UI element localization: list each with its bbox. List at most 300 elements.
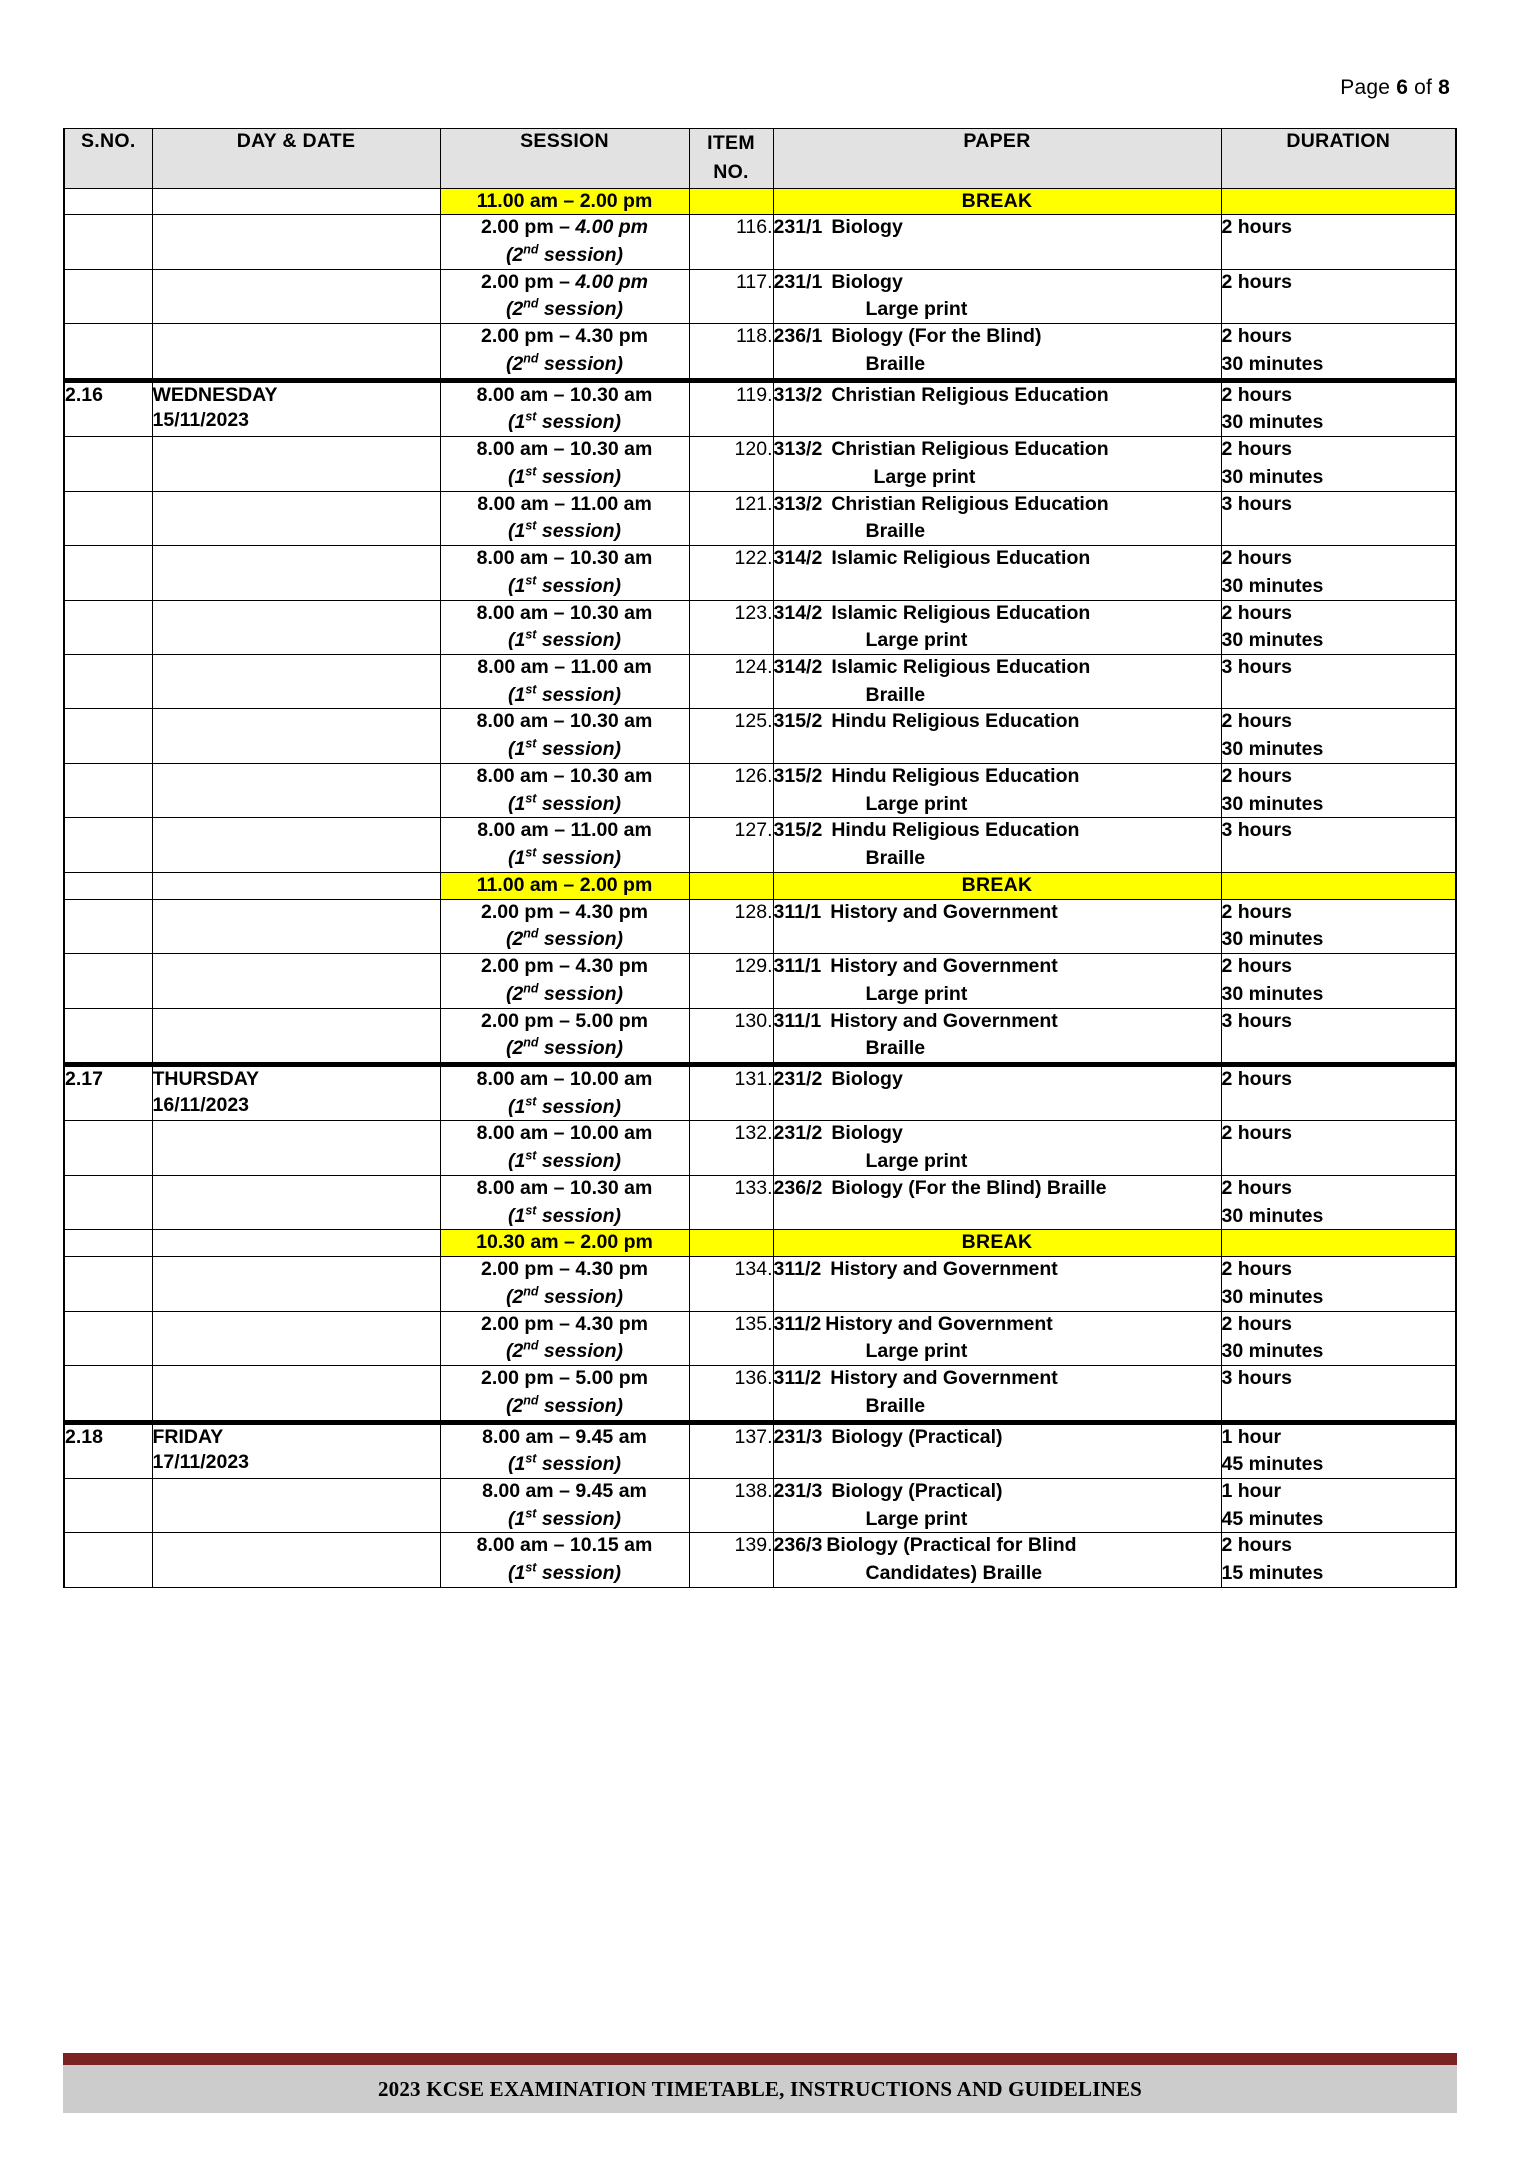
day-cell — [152, 654, 440, 708]
item-number-cell: 137. — [689, 1422, 773, 1478]
item-number-cell: 136. — [689, 1366, 773, 1422]
sno-cell: 2.17 — [64, 1065, 152, 1121]
duration-line2: 30 minutes — [1221, 629, 1324, 652]
session-ordinal: (2nd session) — [505, 351, 624, 375]
duration-line1: 2 hours — [1221, 547, 1292, 570]
duration-cell — [1221, 324, 1456, 380]
paper-code: 314/2 — [773, 547, 823, 570]
page-of-label: of — [1414, 76, 1433, 99]
paper-code: 236/2 — [773, 1176, 823, 1199]
duration-line1: 2 hours — [1221, 601, 1292, 624]
paper-subline: Large print — [865, 1340, 968, 1363]
break-duration-cell — [1221, 1230, 1456, 1257]
session-cell: 2.00 pm – 5.00 pm (2nd session) — [440, 1008, 689, 1064]
table-row — [64, 899, 1456, 953]
item-number-cell: 118. — [689, 324, 773, 380]
duration-cell — [1221, 1257, 1456, 1311]
paper-cell — [773, 1422, 1221, 1478]
day-cell — [152, 1230, 440, 1257]
break-duration-cell — [1221, 872, 1456, 899]
table-row — [64, 763, 1456, 817]
paper-code: 315/2 — [773, 819, 823, 842]
table-row — [64, 491, 1456, 545]
session-ordinal: (2nd session) — [505, 1338, 624, 1363]
table-row — [64, 1479, 1456, 1533]
duration-line2: 30 minutes — [1221, 792, 1324, 815]
duration-cell — [1221, 600, 1456, 654]
table-row — [64, 1257, 1456, 1311]
session-ordinal: (1st session) — [508, 845, 621, 870]
paper-subline: Large print — [873, 465, 976, 488]
session-ordinal: (1st session) — [508, 1560, 621, 1585]
paper-cell — [773, 437, 1221, 491]
footer-accent-bar — [63, 2053, 1457, 2065]
session-cell: 8.00 am – 10.30 am (1st session) — [440, 763, 689, 817]
table-row — [64, 1422, 1456, 1478]
item-number-cell: 124. — [689, 654, 773, 708]
paper-cell — [773, 1311, 1221, 1365]
duration-cell — [1221, 899, 1456, 953]
paper-code: 313/2 — [773, 438, 823, 461]
paper-code: 231/3 — [773, 1480, 823, 1503]
page-number-header — [1340, 76, 1450, 100]
break-row — [64, 1230, 1456, 1257]
duration-line1: 3 hours — [1221, 1009, 1292, 1032]
paper-subline: Large print — [865, 982, 968, 1005]
exam-timetable — [63, 128, 1457, 1588]
paper-name: History and Government — [830, 900, 1058, 923]
duration-line1: 2 hours — [1221, 383, 1292, 406]
paper-cell — [773, 1533, 1221, 1587]
paper-cell — [773, 1008, 1221, 1064]
sno-cell — [64, 1121, 152, 1175]
page-total: 8 — [1438, 76, 1450, 99]
day-cell — [152, 954, 440, 1008]
paper-subline: Large print — [865, 1507, 968, 1530]
duration-cell — [1221, 1366, 1456, 1422]
day-cell — [152, 600, 440, 654]
session-ordinal: (1st session) — [508, 573, 621, 597]
session-ordinal: (1st session) — [508, 1451, 621, 1476]
session-cell: 2.00 pm – 4.00 pm (2nd session) — [440, 269, 689, 323]
duration-line2: 45 minutes — [1221, 1507, 1324, 1530]
day-cell — [152, 899, 440, 953]
day-cell — [152, 188, 440, 215]
break-row — [64, 188, 1456, 215]
paper-cell — [773, 324, 1221, 380]
duration-line2: 30 minutes — [1221, 465, 1324, 488]
column-header-item-line1: ITEM — [707, 132, 755, 154]
day-cell — [152, 491, 440, 545]
column-header-paper: PAPER — [773, 129, 1221, 189]
duration-line2: 30 minutes — [1221, 411, 1324, 434]
day-cell — [152, 1257, 440, 1311]
day-cell — [152, 1311, 440, 1365]
table-row — [64, 600, 1456, 654]
table-row — [64, 269, 1456, 323]
sno-cell — [64, 1533, 152, 1587]
duration-line2: 45 minutes — [1221, 1453, 1324, 1476]
day-cell — [152, 1533, 440, 1587]
table-row — [64, 380, 1456, 436]
duration-line1: 2 hours — [1221, 270, 1292, 293]
footer-title-band — [63, 2065, 1457, 2113]
item-number-cell: 130. — [689, 1008, 773, 1064]
sno-cell — [64, 324, 152, 380]
sno-cell — [64, 763, 152, 817]
paper-name: Christian Religious Education — [831, 438, 1109, 461]
paper-cell — [773, 1121, 1221, 1175]
session-ordinal: (1st session) — [508, 1148, 621, 1173]
paper-cell — [773, 1257, 1221, 1311]
item-number-cell: 132. — [689, 1121, 773, 1175]
paper-code: 313/2 — [773, 383, 823, 406]
duration-line1: 1 hour — [1221, 1480, 1282, 1503]
duration-cell — [1221, 818, 1456, 872]
duration-line1: 2 hours — [1221, 216, 1292, 239]
duration-line1: 2 hours — [1221, 710, 1292, 733]
paper-cell — [773, 899, 1221, 953]
sno-cell — [64, 1366, 152, 1422]
sno-cell — [64, 600, 152, 654]
paper-code: 311/2 — [773, 1258, 822, 1281]
break-session-time: 10.30 am – 2.00 pm — [440, 1230, 689, 1257]
duration-cell — [1221, 654, 1456, 708]
day-cell: THURSDAY 16/11/2023 — [152, 1065, 440, 1121]
item-number-cell: 139. — [689, 1533, 773, 1587]
item-number-cell: 120. — [689, 437, 773, 491]
duration-line1: 2 hours — [1221, 1068, 1292, 1090]
session-cell: 8.00 am – 11.00 am (1st session) — [440, 654, 689, 708]
duration-cell — [1221, 1008, 1456, 1064]
paper-code: 311/1 — [773, 1009, 822, 1032]
paper-subline: Braille — [865, 683, 926, 706]
paper-name: Hindu Religious Education — [831, 710, 1080, 733]
paper-name: Hindu Religious Education — [831, 764, 1080, 787]
session-cell: 8.00 am – 10.30 am (1st session) — [440, 709, 689, 763]
session-cell: 8.00 am – 11.00 am (1st session) — [440, 818, 689, 872]
day-cell: WEDNESDAY 15/11/2023 — [152, 380, 440, 436]
column-header-item-line2: NO. — [713, 161, 749, 184]
duration-cell — [1221, 546, 1456, 600]
paper-code: 311/2 — [773, 1367, 822, 1390]
table-row — [64, 437, 1456, 491]
duration-cell — [1221, 954, 1456, 1008]
session-ordinal: (1st session) — [508, 682, 621, 706]
paper-cell — [773, 709, 1221, 763]
session-cell: 8.00 am – 10.30 am (1st session) — [440, 437, 689, 491]
session-ordinal: (2nd session) — [505, 296, 624, 321]
sno-cell — [64, 899, 152, 953]
page-current: 6 — [1396, 76, 1409, 99]
paper-name: Biology (For the Blind) — [831, 325, 1042, 348]
column-header-sno: S.NO. — [64, 129, 152, 189]
duration-line1: 2 hours — [1221, 764, 1292, 787]
paper-name: Biology — [831, 1122, 903, 1145]
duration-cell — [1221, 709, 1456, 763]
sno-cell — [64, 1479, 152, 1533]
day-cell — [152, 1366, 440, 1422]
table-row — [64, 1175, 1456, 1229]
paper-name: History and Government — [830, 1258, 1058, 1281]
paper-name: Islamic Religious Education — [831, 655, 1091, 678]
paper-cell — [773, 1366, 1221, 1422]
session-cell: 2.00 pm – 4.30 pm (2nd session) — [440, 899, 689, 953]
paper-code: 315/2 — [773, 764, 823, 787]
duration-line1: 2 hours — [1221, 1176, 1292, 1199]
paper-code: 311/1 — [773, 900, 822, 923]
session-ordinal: (1st session) — [508, 736, 621, 761]
item-number-cell: 135. — [689, 1311, 773, 1365]
paper-subline: Large print — [865, 1150, 968, 1173]
sno-cell — [64, 546, 152, 600]
paper-code: 315/2 — [773, 710, 823, 733]
paper-code: 314/2 — [773, 655, 823, 678]
duration-cell — [1221, 491, 1456, 545]
break-label: BREAK — [773, 188, 1221, 215]
timetable-body — [64, 188, 1456, 1587]
paper-name: Christian Religious Education — [831, 383, 1109, 406]
table-row — [64, 1311, 1456, 1365]
paper-name: Biology — [831, 216, 903, 239]
day-cell — [152, 1175, 440, 1229]
duration-line2: 30 minutes — [1221, 982, 1324, 1005]
sno-cell — [64, 709, 152, 763]
paper-code: 231/2 — [773, 1068, 823, 1090]
session-ordinal: (1st session) — [508, 627, 621, 652]
sno-cell — [64, 1008, 152, 1064]
item-number-cell: 121. — [689, 491, 773, 545]
table-row — [64, 1366, 1456, 1422]
table-header-row — [64, 129, 1456, 189]
paper-name: History and Government — [830, 1009, 1058, 1032]
day-cell — [152, 1008, 440, 1064]
duration-cell — [1221, 1175, 1456, 1229]
paper-cell — [773, 818, 1221, 872]
session-ordinal: (1st session) — [508, 518, 621, 543]
item-number-cell: 138. — [689, 1479, 773, 1533]
day-cell — [152, 872, 440, 899]
session-ordinal: (2nd session) — [505, 1393, 624, 1417]
paper-cell — [773, 654, 1221, 708]
duration-line1: 2 hours — [1221, 1258, 1292, 1281]
duration-line1: 2 hours — [1221, 1312, 1292, 1335]
duration-line1: 3 hours — [1221, 1367, 1292, 1390]
sno-cell — [64, 1175, 152, 1229]
session-cell: 2.00 pm – 4.30 pm (2nd session) — [440, 1257, 689, 1311]
sno-cell — [64, 1230, 152, 1257]
item-number-cell: 134. — [689, 1257, 773, 1311]
paper-name: Islamic Religious Education — [831, 601, 1091, 624]
paper-subline: Large print — [865, 298, 968, 321]
break-label: BREAK — [773, 1230, 1221, 1257]
day-cell — [152, 709, 440, 763]
session-ordinal: (1st session) — [508, 1203, 621, 1227]
duration-line1: 2 hours — [1221, 438, 1292, 461]
duration-cell — [1221, 763, 1456, 817]
duration-line2: 30 minutes — [1221, 738, 1324, 761]
item-number-cell: 119. — [689, 380, 773, 436]
paper-code: 231/2 — [773, 1122, 823, 1145]
duration-cell — [1221, 1533, 1456, 1587]
duration-cell — [1221, 269, 1456, 323]
footer-title: 2023 KCSE EXAMINATION TIMETABLE, INSTRUCTIONS AND GUIDELINES — [377, 2076, 1143, 2101]
duration-line2: 30 minutes — [1221, 928, 1324, 951]
paper-subline: Braille — [865, 1394, 926, 1417]
paper-code: 231/3 — [773, 1425, 823, 1448]
item-number-cell: 133. — [689, 1175, 773, 1229]
item-number-cell: 131. — [689, 1065, 773, 1121]
paper-name: Biology (Practical) — [831, 1425, 1003, 1448]
paper-code: 313/2 — [773, 492, 823, 515]
paper-name: Biology (For the Blind) Braille — [831, 1176, 1107, 1199]
item-number-cell: 126. — [689, 763, 773, 817]
duration-line1: 3 hours — [1221, 655, 1292, 678]
paper-name: Islamic Religious Education — [831, 547, 1091, 570]
duration-cell — [1221, 380, 1456, 436]
break-item-cell — [689, 872, 773, 899]
sno-cell — [64, 437, 152, 491]
session-ordinal: (1st session) — [508, 791, 621, 815]
paper-cell — [773, 1479, 1221, 1533]
paper-cell — [773, 491, 1221, 545]
sno-cell — [64, 215, 152, 269]
paper-code: 231/1 — [773, 270, 823, 293]
session-cell: 2.00 pm – 4.30 pm (2nd session) — [440, 324, 689, 380]
paper-name: History and Government — [830, 1367, 1058, 1390]
paper-subline: Braille — [865, 352, 926, 375]
session-ordinal: (2nd session) — [505, 242, 624, 266]
duration-line1: 2 hours — [1221, 325, 1292, 348]
duration-line1: 3 hours — [1221, 819, 1292, 842]
sno-cell — [64, 954, 152, 1008]
session-cell: 8.00 am – 10.30 am (1st session) — [440, 380, 689, 436]
session-cell: 8.00 am – 10.30 am (1st session) — [440, 600, 689, 654]
table-row — [64, 654, 1456, 708]
sno-cell — [64, 1257, 152, 1311]
day-cell — [152, 437, 440, 491]
paper-name: History and Government — [825, 1312, 1053, 1335]
table-row — [64, 1533, 1456, 1587]
paper-subline: Braille — [865, 1037, 926, 1060]
session-cell: 8.00 am – 10.30 am (1st session) — [440, 546, 689, 600]
sno-cell — [64, 269, 152, 323]
session-ordinal: (2nd session) — [505, 1284, 624, 1308]
break-session-time: 11.00 am – 2.00 pm — [440, 872, 689, 899]
session-cell: 8.00 am – 10.00 am (1st session) — [440, 1121, 689, 1175]
paper-name: Christian Religious Education — [831, 492, 1109, 515]
duration-cell — [1221, 1311, 1456, 1365]
paper-subline: Large print — [865, 629, 968, 652]
paper-cell — [773, 1065, 1221, 1121]
sno-cell — [64, 654, 152, 708]
session-ordinal: (2nd session) — [505, 926, 624, 951]
item-number-cell: 117. — [689, 269, 773, 323]
paper-code: 236/1 — [773, 325, 823, 348]
paper-cell — [773, 1175, 1221, 1229]
paper-cell — [773, 600, 1221, 654]
session-ordinal: (1st session) — [508, 1094, 621, 1118]
item-number-cell: 129. — [689, 954, 773, 1008]
break-session-time: 11.00 am – 2.00 pm — [440, 188, 689, 215]
table-row — [64, 954, 1456, 1008]
session-ordinal: (2nd session) — [505, 1035, 624, 1060]
session-cell: 8.00 am – 10.00 am (1st session) — [440, 1065, 689, 1121]
paper-cell — [773, 763, 1221, 817]
table-row — [64, 818, 1456, 872]
day-cell — [152, 546, 440, 600]
paper-cell — [773, 269, 1221, 323]
item-number-cell: 116. — [689, 215, 773, 269]
duration-cell — [1221, 1422, 1456, 1478]
table-row — [64, 1065, 1456, 1121]
duration-line2: 30 minutes — [1221, 1340, 1324, 1363]
paper-name: History and Government — [830, 955, 1058, 978]
timetable-container — [63, 128, 1455, 1588]
session-cell: 8.00 am – 9.45 am (1st session) — [440, 1422, 689, 1478]
paper-code: 314/2 — [773, 601, 823, 624]
session-ordinal: (1st session) — [508, 409, 621, 434]
paper-subline: Braille — [865, 847, 926, 870]
break-row — [64, 872, 1456, 899]
paper-code: 231/1 — [773, 216, 823, 239]
paper-name: Hindu Religious Education — [831, 819, 1080, 842]
table-row — [64, 1008, 1456, 1064]
paper-name: Biology — [831, 1068, 903, 1090]
paper-cell — [773, 380, 1221, 436]
paper-code: 236/3 — [773, 1534, 823, 1557]
duration-line2: 30 minutes — [1221, 1285, 1324, 1308]
table-row — [64, 324, 1456, 380]
item-number-cell: 123. — [689, 600, 773, 654]
paper-name: Biology (Practical) — [831, 1480, 1003, 1503]
sno-cell — [64, 818, 152, 872]
duration-line2: 30 minutes — [1221, 574, 1324, 597]
day-cell — [152, 324, 440, 380]
paper-subline: Candidates) Braille — [865, 1562, 1043, 1585]
duration-line2: 30 minutes — [1221, 352, 1324, 375]
table-row — [64, 709, 1456, 763]
sno-cell: 2.16 — [64, 380, 152, 436]
sno-cell: 2.18 — [64, 1422, 152, 1478]
paper-cell — [773, 546, 1221, 600]
table-row — [64, 1121, 1456, 1175]
paper-subline: Large print — [865, 792, 968, 815]
item-number-cell: 127. — [689, 818, 773, 872]
sno-cell — [64, 491, 152, 545]
paper-code: 311/1 — [773, 955, 822, 978]
duration-line1: 1 hour — [1221, 1425, 1282, 1448]
duration-cell — [1221, 1479, 1456, 1533]
session-ordinal: (2nd session) — [505, 981, 624, 1005]
paper-cell — [773, 215, 1221, 269]
duration-cell — [1221, 1121, 1456, 1175]
paper-cell — [773, 954, 1221, 1008]
paper-code: 311/2 — [773, 1312, 822, 1335]
break-item-cell — [689, 1230, 773, 1257]
day-cell — [152, 1479, 440, 1533]
duration-line1: 2 hours — [1221, 1534, 1292, 1557]
day-cell — [152, 763, 440, 817]
paper-name: Biology (Practical for Blind — [826, 1534, 1077, 1557]
duration-cell — [1221, 437, 1456, 491]
session-ordinal: (1st session) — [508, 464, 621, 488]
page-footer — [63, 2053, 1457, 2166]
column-header-item-no — [689, 129, 773, 189]
session-cell: 8.00 am – 10.30 am (1st session) — [440, 1175, 689, 1229]
break-item-cell — [689, 188, 773, 215]
day-cell — [152, 215, 440, 269]
